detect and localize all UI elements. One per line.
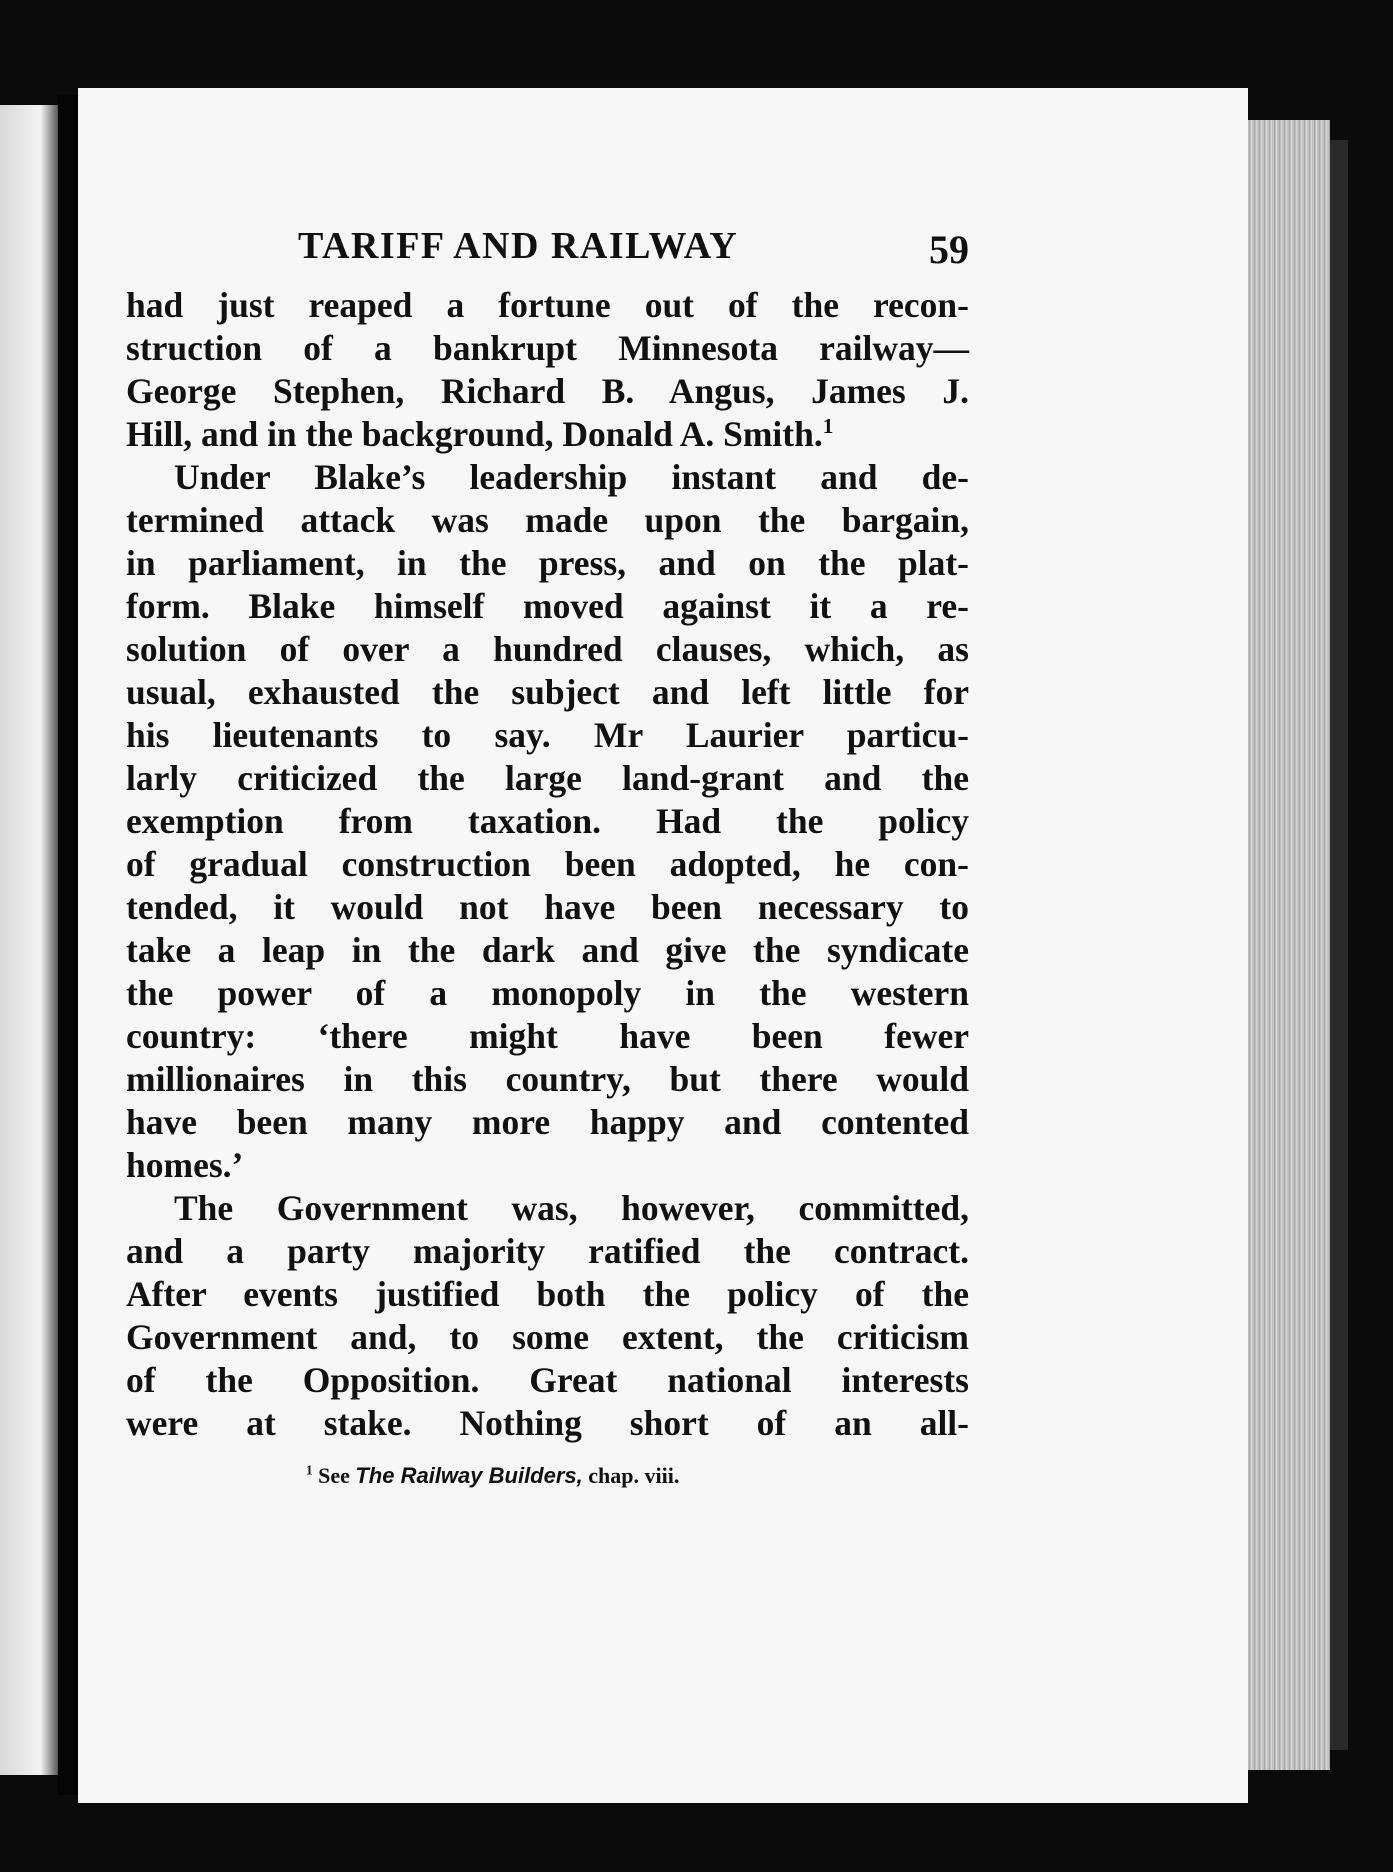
text-line: were at stake. Nothing short of an all-: [126, 1403, 969, 1443]
text-line: The Government was, however, committed,: [174, 1188, 969, 1228]
text-line: Under Blake’s leadership instant and de-: [174, 457, 969, 497]
text-line: of the Opposition. Great national interests: [126, 1360, 969, 1400]
text-line: and a party majority ratified the contract.: [126, 1231, 969, 1271]
text-line: millionaires in this country, but there would: [126, 1059, 969, 1099]
text-line: in parliament, in the press, and on the plat-: [126, 543, 969, 583]
text-line: Government and, to some extent, the criticism: [126, 1317, 969, 1357]
footnote: [126, 1461, 969, 1491]
text-line: of gradual construction been adopted, he con-: [126, 844, 969, 884]
text-line: form. Blake himself moved against it a re-: [126, 586, 969, 626]
text-line: have been many more happy and contented: [126, 1102, 969, 1142]
text-line: his lieutenants to say. Mr Laurier particu-: [126, 715, 969, 755]
page-number: 59: [929, 227, 969, 272]
text-line: take a leap in the dark and give the syndicate: [126, 930, 969, 970]
page-content: [126, 218, 969, 1491]
text-line: [126, 413, 969, 456]
text-line: After events justified both the policy of the: [126, 1274, 969, 1314]
footnote-marker: 1: [306, 1462, 313, 1478]
text-line: had just reaped a fortune out of the recon-: [126, 285, 969, 325]
footnote-title: The Railway Builders,: [355, 1463, 583, 1488]
text-line-content: Hill, and in the background, Donald A. Smith.: [126, 414, 823, 454]
footnote-reference: 1: [822, 414, 834, 439]
book-cover-edge: [1330, 140, 1348, 1750]
text-line: homes.’: [126, 1145, 244, 1185]
text-line: usual, exhausted the subject and left little for: [126, 672, 969, 712]
text-line: struction of a bankrupt Minnesota railway—: [126, 328, 969, 368]
text-line: termined attack was made upon the bargain,: [126, 500, 969, 540]
book-gutter: [58, 95, 78, 1795]
running-head: [126, 218, 969, 284]
text-line: George Stephen, Richard B. Angus, James J.: [126, 371, 969, 411]
footnote-prefix: See: [318, 1463, 350, 1488]
text-line: exemption from taxation. Had the policy: [126, 801, 969, 841]
body-text: [126, 284, 969, 1445]
running-title: TARIFF AND RAILWAY: [298, 225, 739, 267]
page-stack-edge: [1248, 120, 1330, 1770]
text-line: country: ‘there might have been fewer: [126, 1016, 969, 1056]
text-line: tended, it would not have been necessary to: [126, 887, 969, 927]
text-line: solution of over a hundred clauses, which, as: [126, 629, 969, 669]
text-line: larly criticized the large land-grant and the: [126, 758, 969, 798]
footnote-suffix: chap. viii.: [588, 1463, 680, 1488]
text-line: the power of a monopoly in the western: [126, 973, 969, 1013]
left-page-edge: [0, 105, 58, 1775]
